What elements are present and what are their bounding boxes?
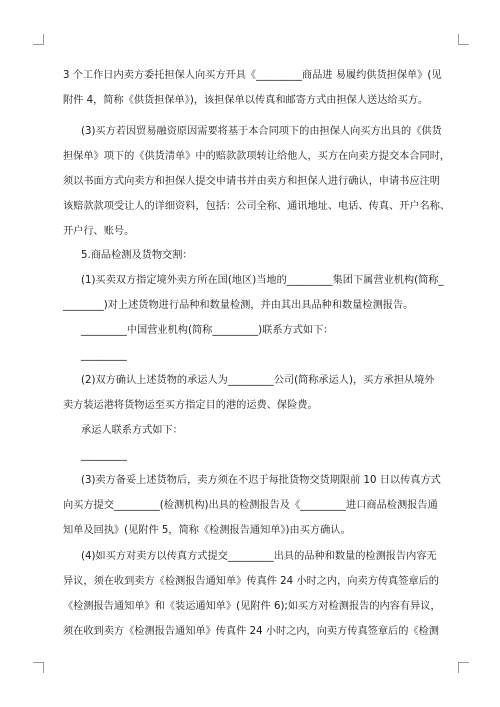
crop-mark-top-right: [458, 34, 469, 45]
crop-mark-bottom-right: [458, 662, 469, 673]
section-heading: 5.商品检测及货物交割：: [81, 250, 193, 261]
text-line: 须在收到卖方《检测报告通知单》传真件 24 小时之内，向卖方传真签章后的《检测: [63, 626, 439, 637]
text-line: 3 个工作日内卖方委托担保人向买方开具《_________商品进 易履约供货担保单》(见: [63, 70, 442, 81]
text-line: 须以书面方式向卖方和担保人提交申请书并由卖方和担保人进行确认，申请书应注明: [63, 176, 440, 187]
text-line: (2)双方确认上述货物的承运人为_________公司(简称承运人)，买方承担从境外: [81, 375, 435, 386]
text-line: (4)如买方对卖方以传真方式提交_________出具的品种和数量的检测报告内容无: [81, 551, 437, 562]
text-line: 知单及回执》(见附件 5，简称《检测报告通知单》)由买方确认。: [63, 525, 351, 536]
text-line: 担保单》项下的《供货清单》中的赔款款项转让给他人，买方在向卖方提交本合同时，: [63, 151, 451, 162]
text-line: 卖方装运港将货物运至买方指定目的港的运费、保险费。: [63, 400, 318, 411]
text-line: 异议，须在收到卖方《检测报告通知单》传真件 24 小时之内，向卖方传真签章后的: [63, 576, 439, 587]
text-line: ________)对上述货物进行品种和数量检测，并由其出具品种和数量检测报告。: [63, 300, 414, 311]
text-line: 附件 4，简称《供货担保单》)，该担保单以传真和邮寄方式由担保人送达给买方。: [63, 95, 429, 106]
text-line: (3)买方若因贸易融资原因需要将基于本合同项下的由担保人向买方出具的《供货: [81, 126, 442, 137]
text-line: (3)卖方备妥上述货物后，卖方须在不迟于每批货物交货期限前 10 日以传真方式: [81, 475, 441, 486]
crop-mark-bottom-left: [33, 662, 44, 673]
text-line: _________中国营业机构(简称_________)联系方式如下：: [81, 325, 334, 336]
text-line: 承运人联系方式如下：: [81, 425, 183, 436]
blank-field: _________: [81, 450, 127, 461]
crop-mark-top-left: [33, 34, 44, 45]
text-line: 开户行、账号。: [63, 226, 135, 237]
text-line: 《检测报告通知单》和《装运通知单》(见附件 6);如买方对检测报告的内容有异议，: [63, 601, 441, 612]
blank-field: _________: [81, 350, 127, 361]
text-line: 该赔款款项受让人的详细资料，包括：公司全称、通讯地址、电话、传真、开户名称、: [63, 201, 451, 212]
text-line: (1)买卖双方指定境外卖方所在国(地区)当地的_________集团下属营业机构(简称_: [81, 275, 444, 286]
text-line: 向买方提交_________(检测机构)出具的检测报告及《_________进口商品检测报告通: [63, 500, 438, 511]
